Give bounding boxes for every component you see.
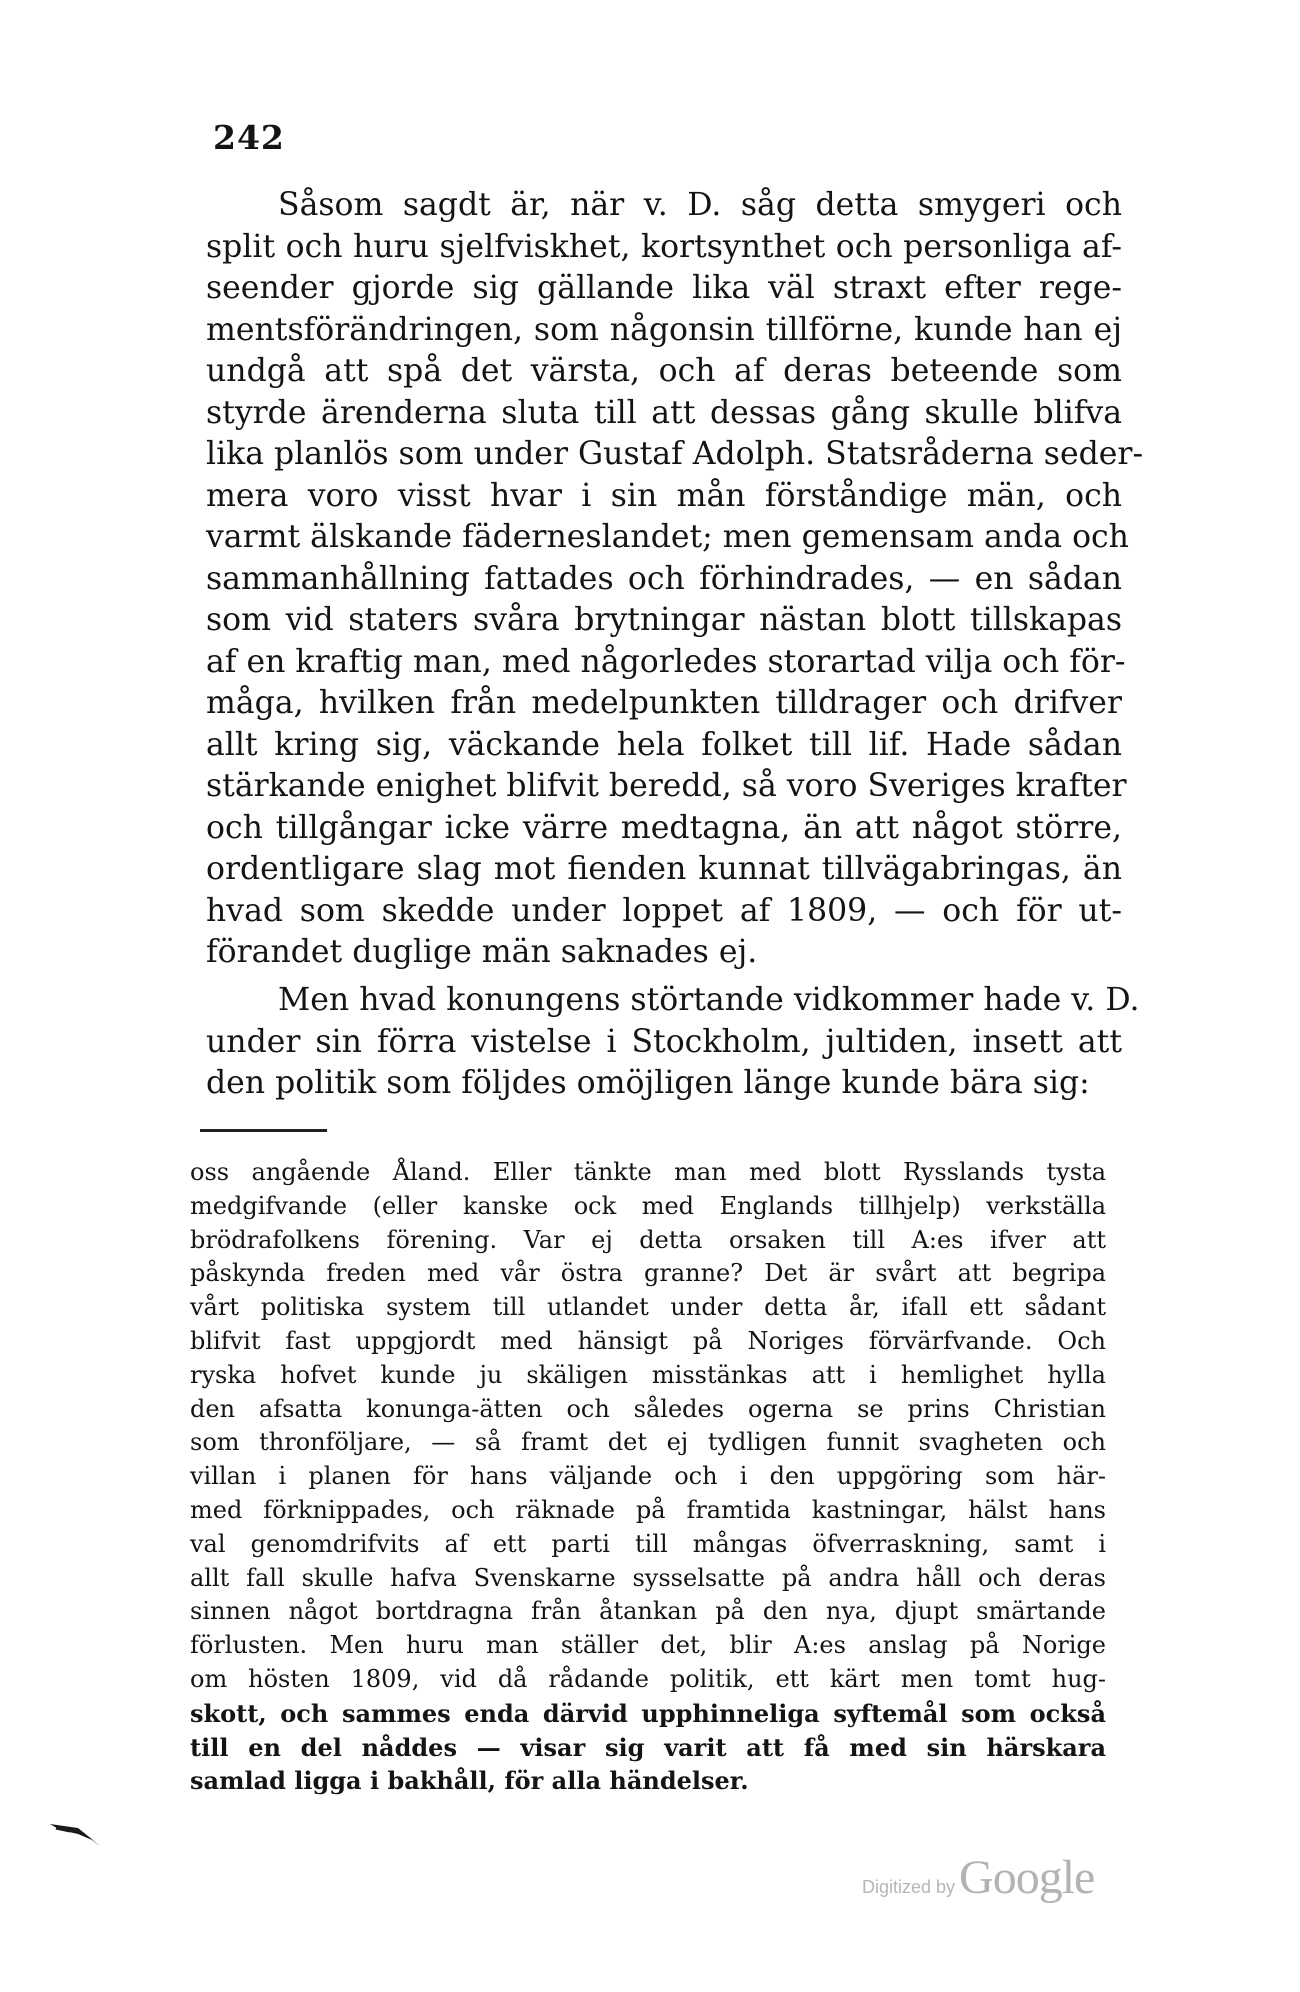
main-paragraph-1 xyxy=(206,185,1144,974)
footnote-line: samlad ligga i bakhåll, för alla händelser. xyxy=(190,1766,749,1796)
footnote-line: medgifvande (eller kanske ock med Englands tillhjelp) verkställa xyxy=(190,1191,1106,1220)
footnote-line: allt fall skulle hafva Svenskarne sysselsatte på andra håll och deras xyxy=(190,1563,1106,1592)
text-line: varmt älskande fäderneslandet; men gemensam anda och xyxy=(206,519,1129,555)
footnote-line: villan i planen för hans väljande och i den uppgöring som här- xyxy=(190,1462,1106,1491)
text-line: Men hvad konungens störtande vidkommer hade v. D. xyxy=(278,982,1140,1018)
footnote-line: val genomdrifvits af ett parti till mångas öfverraskning, samt i xyxy=(190,1529,1106,1558)
text-line: af en kraftig man, med någorledes storartad vilja och för- xyxy=(206,643,1126,680)
footnote-line: ryska hofvet kunde ju skäligen misstänkas att i hemlighet hylla xyxy=(190,1360,1106,1389)
footnote-line: den afsatta konunga-ätten och således ogerna se prins Christian xyxy=(190,1394,1106,1423)
text-line: seender gjorde sig gällande lika väl straxt efter rege- xyxy=(206,270,1122,306)
google-logo: Google xyxy=(959,1851,1095,1904)
text-line: lika planlös som under Gustaf Adolph. Statsråderna seder- xyxy=(206,436,1144,472)
text-line: undgå att spå det värsta, och af deras beteende som xyxy=(206,353,1122,389)
text-line: allt kring sig, väckande hela folket till lif. Hade sådan xyxy=(206,726,1122,763)
footnote-line: skott, och sammes enda därvid upphinneliga syftemål som också xyxy=(190,1698,1106,1728)
text-line: under sin förra vistelse i Stockholm, jultiden, insett att xyxy=(206,1023,1122,1060)
text-line: ordentligare slag mot fienden kunnat tillvägabringas, än xyxy=(206,851,1122,887)
ink-mark-icon xyxy=(48,1818,104,1850)
footnote-line: som thronföljare, — så framt det ej tydligen funnit svagheten och xyxy=(190,1428,1106,1457)
text-line: den politik som följdes omöjligen länge kunde bära sig: xyxy=(206,1065,1090,1101)
main-paragraph-2 xyxy=(206,980,1140,1105)
text-line: måga, hvilken från medelpunkten tilldrager och drifver xyxy=(206,685,1122,721)
footnote-line: sinnen något bortdragna från åtankan på den nya, djupt smärtande xyxy=(190,1597,1106,1626)
text-line: sammanhållning fattades och förhindrades, — en sådan xyxy=(206,560,1122,597)
text-line: stärkande enighet blifvit beredd, så voro Sveriges krafter xyxy=(206,768,1127,804)
text-line: styrde ärenderna sluta till att dessas gång skulle blifva xyxy=(206,394,1122,431)
text-line: hvad som skedde under loppet af 1809, — och för ut- xyxy=(206,892,1122,929)
text-line: som vid staters svåra brytningar nästan blott tillskapas xyxy=(206,602,1122,638)
watermark-prefix: Digitized by xyxy=(862,1877,956,1897)
text-line: och tillgångar icke värre medtagna, än att något större, xyxy=(206,809,1122,846)
footnote-line: påskynda freden med vår östra granne? Det är svårt att begripa xyxy=(190,1259,1106,1288)
footnote-line: oss angående Åland. Eller tänkte man med blott Rysslands tysta xyxy=(190,1158,1106,1186)
footnote-line: förlusten. Men huru man ställer det, blir A:es anslag på Norige xyxy=(190,1631,1106,1660)
footnote-line: till en del nåddes — visar sig varit att få med sin härskara xyxy=(190,1732,1106,1762)
text-line: mentsförändringen, som någonsin tillförne, kunde han ej xyxy=(206,311,1122,348)
footnote-line: vårt politiska system till utlandet under detta år, ifall ett sådant xyxy=(190,1293,1106,1322)
text-line: förandet duglige män saknades ej. xyxy=(206,934,758,970)
footnote xyxy=(190,1156,1106,1798)
footnote-line: blifvit fast uppgjordt med hänsigt på Noriges förvärfvande. Och xyxy=(190,1326,1106,1355)
digitized-watermark xyxy=(862,1850,1094,1906)
footnote-divider xyxy=(200,1129,327,1132)
footnote-line: om hösten 1809, vid då rådande politik, ett kärt men tomt hug- xyxy=(190,1664,1106,1693)
page-number: 242 xyxy=(213,118,285,157)
text-line: Såsom sagdt är, när v. D. såg detta smygeri och xyxy=(278,187,1122,223)
text-line: mera voro visst hvar i sin mån förståndige män, och xyxy=(206,477,1122,514)
text-line: split och huru sjelfviskhet, kortsynthet och personliga af- xyxy=(206,228,1122,265)
footnote-line: med förknippades, och räknade på framtida kastningar, hälst hans xyxy=(190,1495,1106,1524)
footnote-line: brödrafolkens förening. Var ej detta orsaken till A:es ifver att xyxy=(190,1225,1106,1254)
